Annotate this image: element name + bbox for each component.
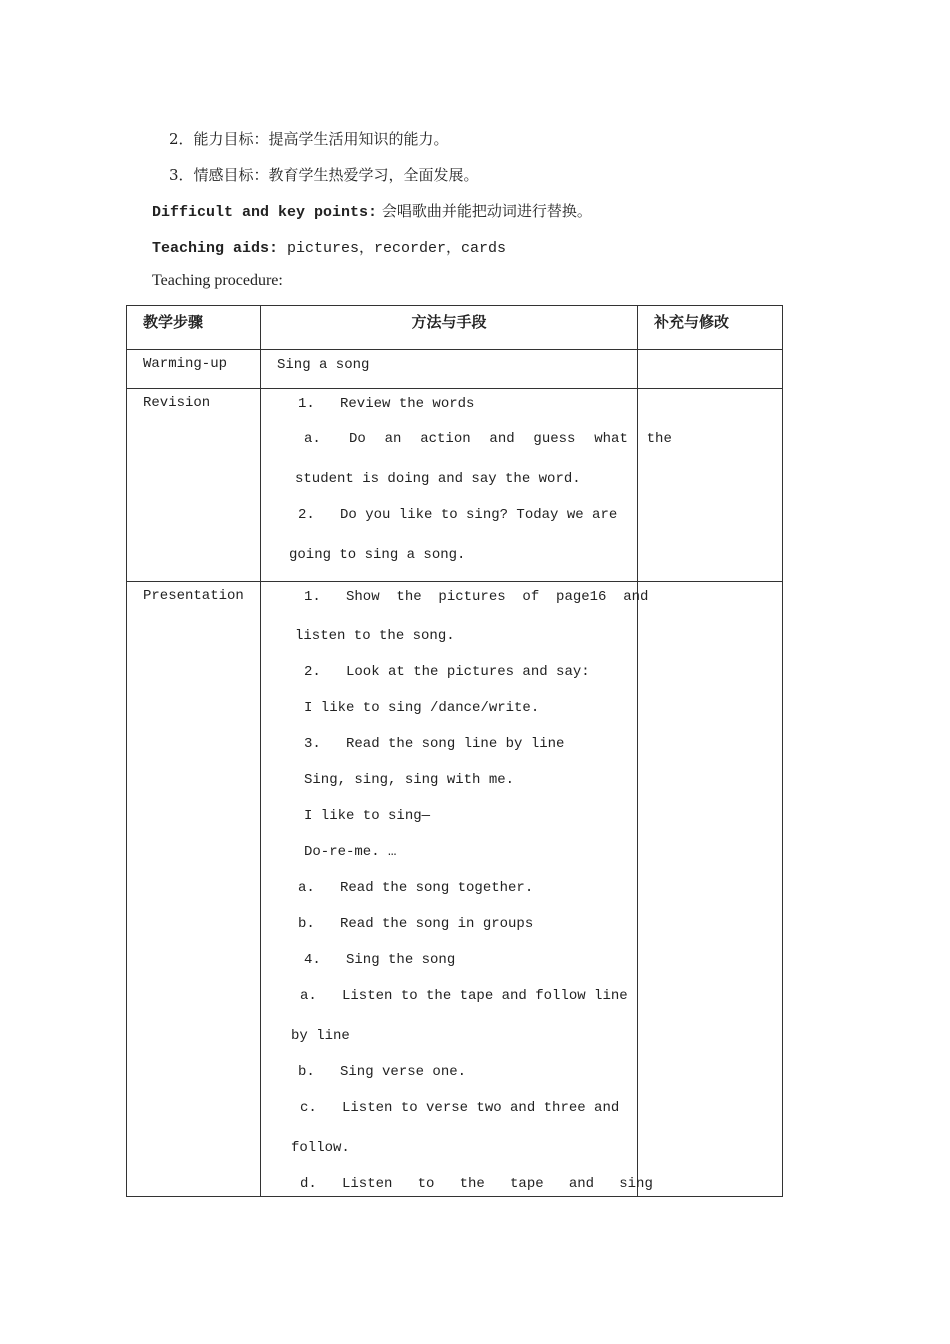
method-line: d. Listen to the tape and sing xyxy=(300,1176,653,1192)
method-line: a. Listen to the tape and follow line xyxy=(300,988,628,1004)
aids-label: Teaching aids: xyxy=(152,240,279,257)
table-row-presentation xyxy=(127,582,783,1197)
method-line: b. Read the song in groups xyxy=(298,916,534,932)
method-line: c. Listen to verse two and three and xyxy=(300,1100,620,1116)
procedure-table xyxy=(126,305,783,1197)
method-line: a. Read the song together. xyxy=(298,880,534,896)
method-line: 1. Show the pictures of page16 and xyxy=(304,589,649,605)
method-line: Sing, sing, sing with me. xyxy=(304,772,515,788)
method-line: 2. Do you like to sing? Today we are xyxy=(298,507,618,523)
teaching-aids xyxy=(152,236,506,257)
method-line: I like to sing /dance/write. xyxy=(304,700,540,716)
notes-cell xyxy=(638,389,783,582)
method-cell xyxy=(261,350,638,389)
method-line: Sing a song xyxy=(277,357,370,373)
difficult-label: Difficult and key points: xyxy=(152,204,378,221)
method-line: 4. Sing the song xyxy=(304,952,456,968)
step-cell: Warming-up xyxy=(127,350,261,389)
method-line: follow. xyxy=(291,1140,350,1156)
table-header-row xyxy=(127,306,783,350)
header-notes: 补充与修改 xyxy=(638,306,783,350)
method-line: I like to sing— xyxy=(304,808,431,824)
method-line: 3. Read the song line by line xyxy=(304,736,565,752)
method-cell xyxy=(261,389,672,582)
method-line: a. Do an action and guess what the xyxy=(304,431,672,447)
difficult-text: 会唱歌曲并能把动词进行替换。 xyxy=(377,202,592,220)
step-cell: Revision xyxy=(127,389,261,582)
table-row-warming-up xyxy=(127,350,783,389)
teaching-procedure-label: Teaching procedure: xyxy=(152,272,283,289)
step-cell: Presentation xyxy=(127,582,261,1197)
method-line: listen to the song. xyxy=(295,628,455,644)
method-line: student is doing and say the word. xyxy=(295,471,581,487)
method-line: Do-re-me. … xyxy=(304,844,397,860)
goal-3: 3．情感目标：教育学生热爱学习，全面发展。 xyxy=(169,166,479,184)
method-line: 2. Look at the pictures and say: xyxy=(304,664,590,680)
notes-cell xyxy=(638,350,783,389)
method-line: going to sing a song. xyxy=(289,547,466,563)
aids-text: pictures，recorder，cards xyxy=(278,240,507,257)
header-method: 方法与手段 xyxy=(261,306,638,350)
notes-cell xyxy=(638,582,783,1197)
method-line: by line xyxy=(291,1028,350,1044)
goal-2: 2．能力目标：提高学生活用知识的能力。 xyxy=(169,130,449,148)
difficult-key-points xyxy=(152,200,592,221)
method-line: 1. Review the words xyxy=(298,396,475,412)
method-line: b. Sing verse one. xyxy=(298,1064,467,1080)
table-row-revision xyxy=(127,389,783,582)
header-step: 教学步骤 xyxy=(127,306,261,350)
method-cell xyxy=(261,582,653,1197)
